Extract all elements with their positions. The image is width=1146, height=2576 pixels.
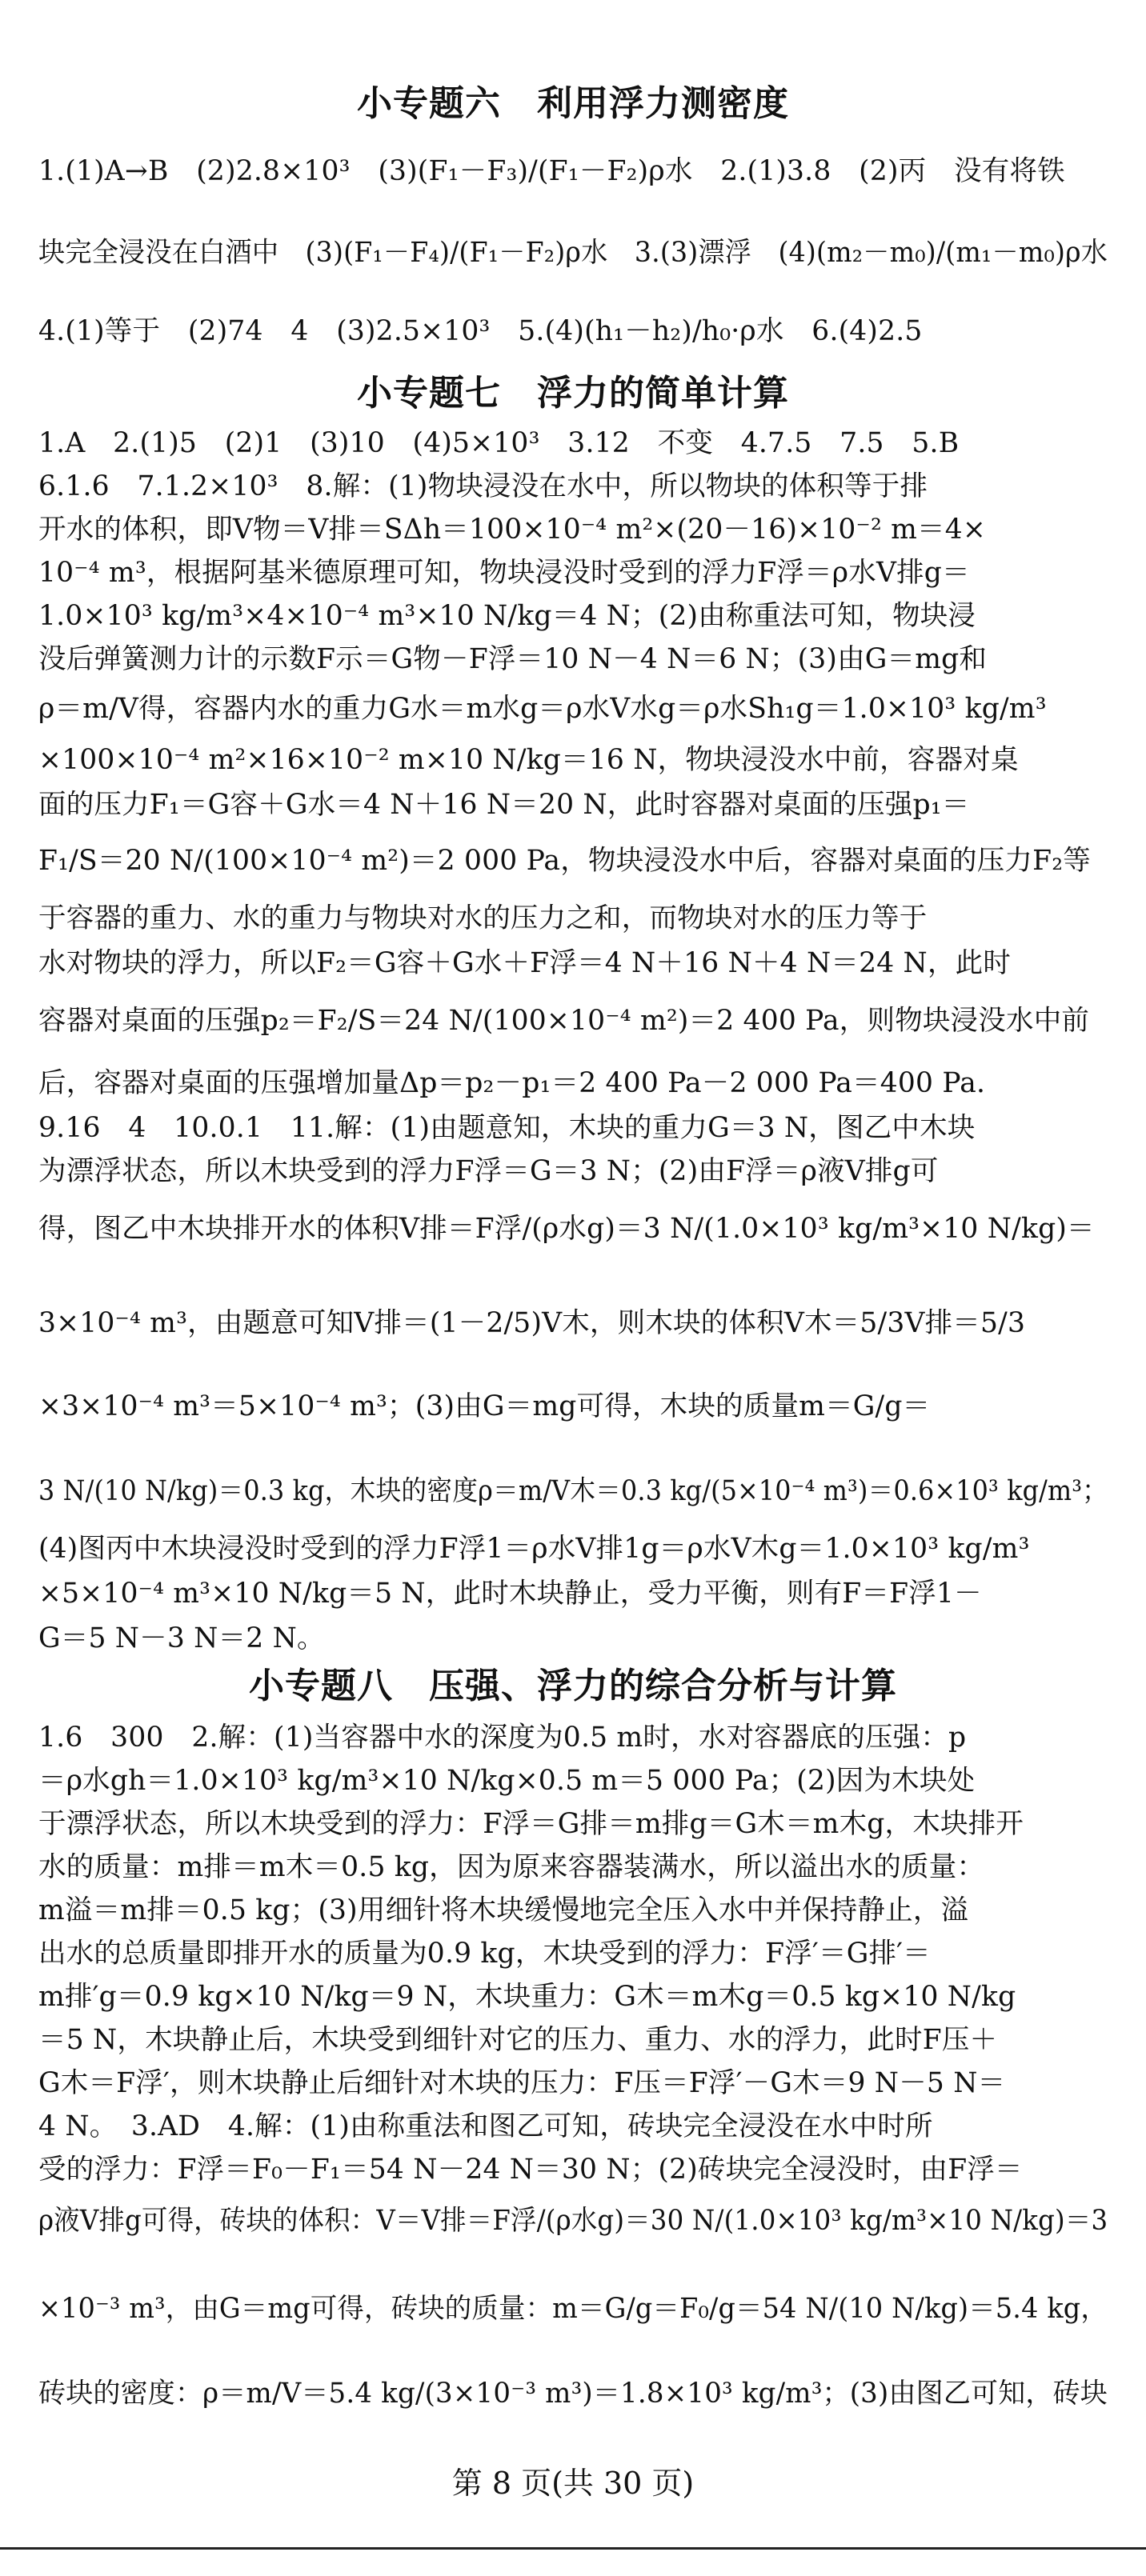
section-8-line: 1.6 300 2.解：(1)当容器中水的深度为0.5 m时，水对容器底的压强：p (38, 1722, 967, 1754)
section-7-line: 1.A 2.(1)5 (2)1 (3)10 (4)5×10³ 3.12 不变 4.7.5 7.5 5.B (38, 427, 960, 459)
section-6-line: 4.(1)等于 (2)74 4 (3)2.5×10³ 5.(4)(h₁－h₂)/h₀·ρ水 6.(4)2.5 (38, 315, 923, 347)
section-8-title: 小专题八 压强、浮力的综合分析与计算 (249, 1666, 897, 1706)
section-7-line: 3 N/(10 N/kg)＝0.3 kg，木块的密度ρ＝m/V木＝0.3 kg/(5×10⁻⁴ m³)＝0.6×10³ kg/m³； (38, 1475, 1108, 1507)
section-7-line: 容器对桌面的压强p₂＝F₂/S＝24 N/(100×10⁻⁴ m²)＝2 400 Pa，则物块浸没水中前 (38, 1005, 1090, 1037)
section-6-line: 1.(1)A→B (2)2.8×10³ (3)(F₁－F₃)/(F₁－F₂)ρ水 2.(1)3.8 (2)丙 没有将铁 (38, 155, 1065, 187)
section-7-line: ×100×10⁻⁴ m²×16×10⁻² m×10 N/kg＝16 N，物块浸没水中前，容器对桌 (38, 744, 1019, 776)
section-7-line: 面的压力F₁＝G容＋G水＝4 N＋16 N＝20 N，此时容器对桌面的压强p₁＝ (38, 789, 970, 821)
section-7-line: 水对物块的浮力，所以F₂＝G容＋G水＋F浮＝4 N＋16 N＋4 N＝24 N，此时 (38, 947, 1012, 979)
section-7-line: (4)图丙中木块浸没时受到的浮力F浮1＝ρ水V排1g＝ρ水V木g＝1.0×10³ kg/m³ (38, 1533, 1030, 1565)
section-7-line: ×5×10⁻⁴ m³×10 N/kg＝5 N，此时木块静止，受力平衡，则有F＝F浮1－ (38, 1578, 982, 1610)
section-8-line: 4 N。 3.AD 4.解：(1)由称重法和图乙可知，砖块完全浸没在水中时所 (38, 2110, 933, 2142)
section-8-line: 水的质量：m排＝m木＝0.5 kg，因为原来容器装满水，所以溢出水的质量： (38, 1851, 985, 1883)
section-7-line: F₁/S＝20 N/(100×10⁻⁴ m²)＝2 000 Pa，物块浸没水中后，容器对桌面的压力F₂等 (38, 845, 1091, 877)
section-8-line: ρ液V排g可得，砖块的体积：V＝V排＝F浮/(ρ水g)＝30 N/(1.0×10³ kg/m³×10 N/kg)＝3 (38, 2205, 1108, 2237)
section-7-line: 6.1.6 7.1.2×10³ 8.解：(1)物块浸没在水中，所以物块的体积等于排 (38, 470, 928, 502)
section-7-line: 于容器的重力、水的重力与物块对水的压力之和，而物块对水的压力等于 (38, 902, 928, 934)
section-7-title: 小专题七 浮力的简单计算 (357, 373, 789, 414)
section-8-line: ＝5 N，木块静止后，木块受到细针对它的压力、重力、水的浮力，此时F压＋ (38, 2024, 998, 2056)
section-7-line: 后，容器对桌面的压强增加量Δp＝p₂－p₁＝2 400 Pa－2 000 Pa＝400 Pa. (38, 1067, 986, 1099)
section-6-line: 块完全浸没在白酒中 (3)(F₁－F₄)/(F₁－F₂)ρ水 3.(3)漂浮 (4)(m₂－m₀)/(m₁－m₀)ρ水 (38, 237, 1108, 269)
section-6-title: 小专题六 利用浮力测密度 (357, 83, 789, 124)
section-8-line: G木＝F浮′，则木块静止后细针对木块的压力：F压＝F浮′－G木＝9 N－5 N＝ (38, 2067, 1006, 2099)
section-7-line: 没后弹簧测力计的示数F示＝G物－F浮＝10 N－4 N＝6 N；(3)由G＝mg和 (38, 643, 988, 675)
section-7-line: 3×10⁻⁴ m³，由题意可知V排＝(1－2/5)V木，则木块的体积V木＝5/3V排＝5/3 (38, 1307, 1026, 1339)
section-8-line: 于漂浮状态，所以木块受到的浮力：F浮＝G排＝m排g＝G木＝m木g，木块排开 (38, 1808, 1024, 1840)
bottom-divider (0, 2547, 1146, 2550)
section-8-line: m排′g＝0.9 kg×10 N/kg＝9 N，木块重力：G木＝m木g＝0.5 kg×10 N/kg (38, 1981, 1016, 2013)
section-8-line: 出水的总质量即排开水的质量为0.9 kg，木块受到的浮力：F浮′＝G排′＝ (38, 1938, 931, 1970)
section-7-line: 得，图乙中木块排开水的体积V排＝F浮/(ρ水g)＝3 N/(1.0×10³ kg/m³×10 N/kg)＝ (38, 1213, 1095, 1245)
section-7-line: ρ＝m/V得，容器内水的重力G水＝m水g＝ρ水V水g＝ρ水Sh₁g＝1.0×10³ kg/m³ (38, 693, 1047, 725)
section-7-line: 为漂浮状态，所以木块受到的浮力F浮＝G＝3 N；(2)由F浮＝ρ液V排g可 (38, 1155, 939, 1187)
section-7-line: 1.0×10³ kg/m³×4×10⁻⁴ m³×10 N/kg＝4 N；(2)由称重法可知，物块浸 (38, 600, 976, 632)
section-8-line: m溢＝m排＝0.5 kg；(3)用细针将木块缓慢地完全压入水中并保持静止，溢 (38, 1894, 969, 1926)
page-number-footer: 第 8 页(共 30 页) (451, 2466, 695, 2501)
section-8-line: 砖块的密度：ρ＝m/V＝5.4 kg/(3×10⁻³ m³)＝1.8×10³ kg/m³；(3)由图乙可知，砖块 (38, 2378, 1108, 2410)
section-7-line: G＝5 N－3 N＝2 N。 (38, 1622, 325, 1654)
section-7-line: ×3×10⁻⁴ m³＝5×10⁻⁴ m³；(3)由G＝mg可得，木块的质量m＝G/g＝ (38, 1390, 931, 1422)
section-8-line: ×10⁻³ m³，由G＝mg可得，砖块的质量：m＝G/g＝F₀/g＝54 N/(10 N/kg)＝5.4 kg， (38, 2293, 1108, 2325)
section-8-line: 受的浮力：F浮＝F₀－F₁＝54 N－24 N＝30 N；(2)砖块完全浸没时，由F浮＝ (38, 2154, 1023, 2186)
section-7-line: 开水的体积，即V物＝V排＝SΔh＝100×10⁻⁴ m²×(20－16)×10⁻² m＝4× (38, 514, 987, 546)
section-7-line: 10⁻⁴ m³，根据阿基米德原理可知，物块浸没时受到的浮力F浮＝ρ水V排g＝ (38, 557, 970, 589)
section-7-line: 9.16 4 10.0.1 11.解：(1)由题意知，木块的重力G＝3 N，图乙中木块 (38, 1112, 976, 1144)
section-8-line: ＝ρ水gh＝1.0×10³ kg/m³×10 N/kg×0.5 m＝5 000 Pa；(2)因为木块处 (38, 1765, 976, 1797)
